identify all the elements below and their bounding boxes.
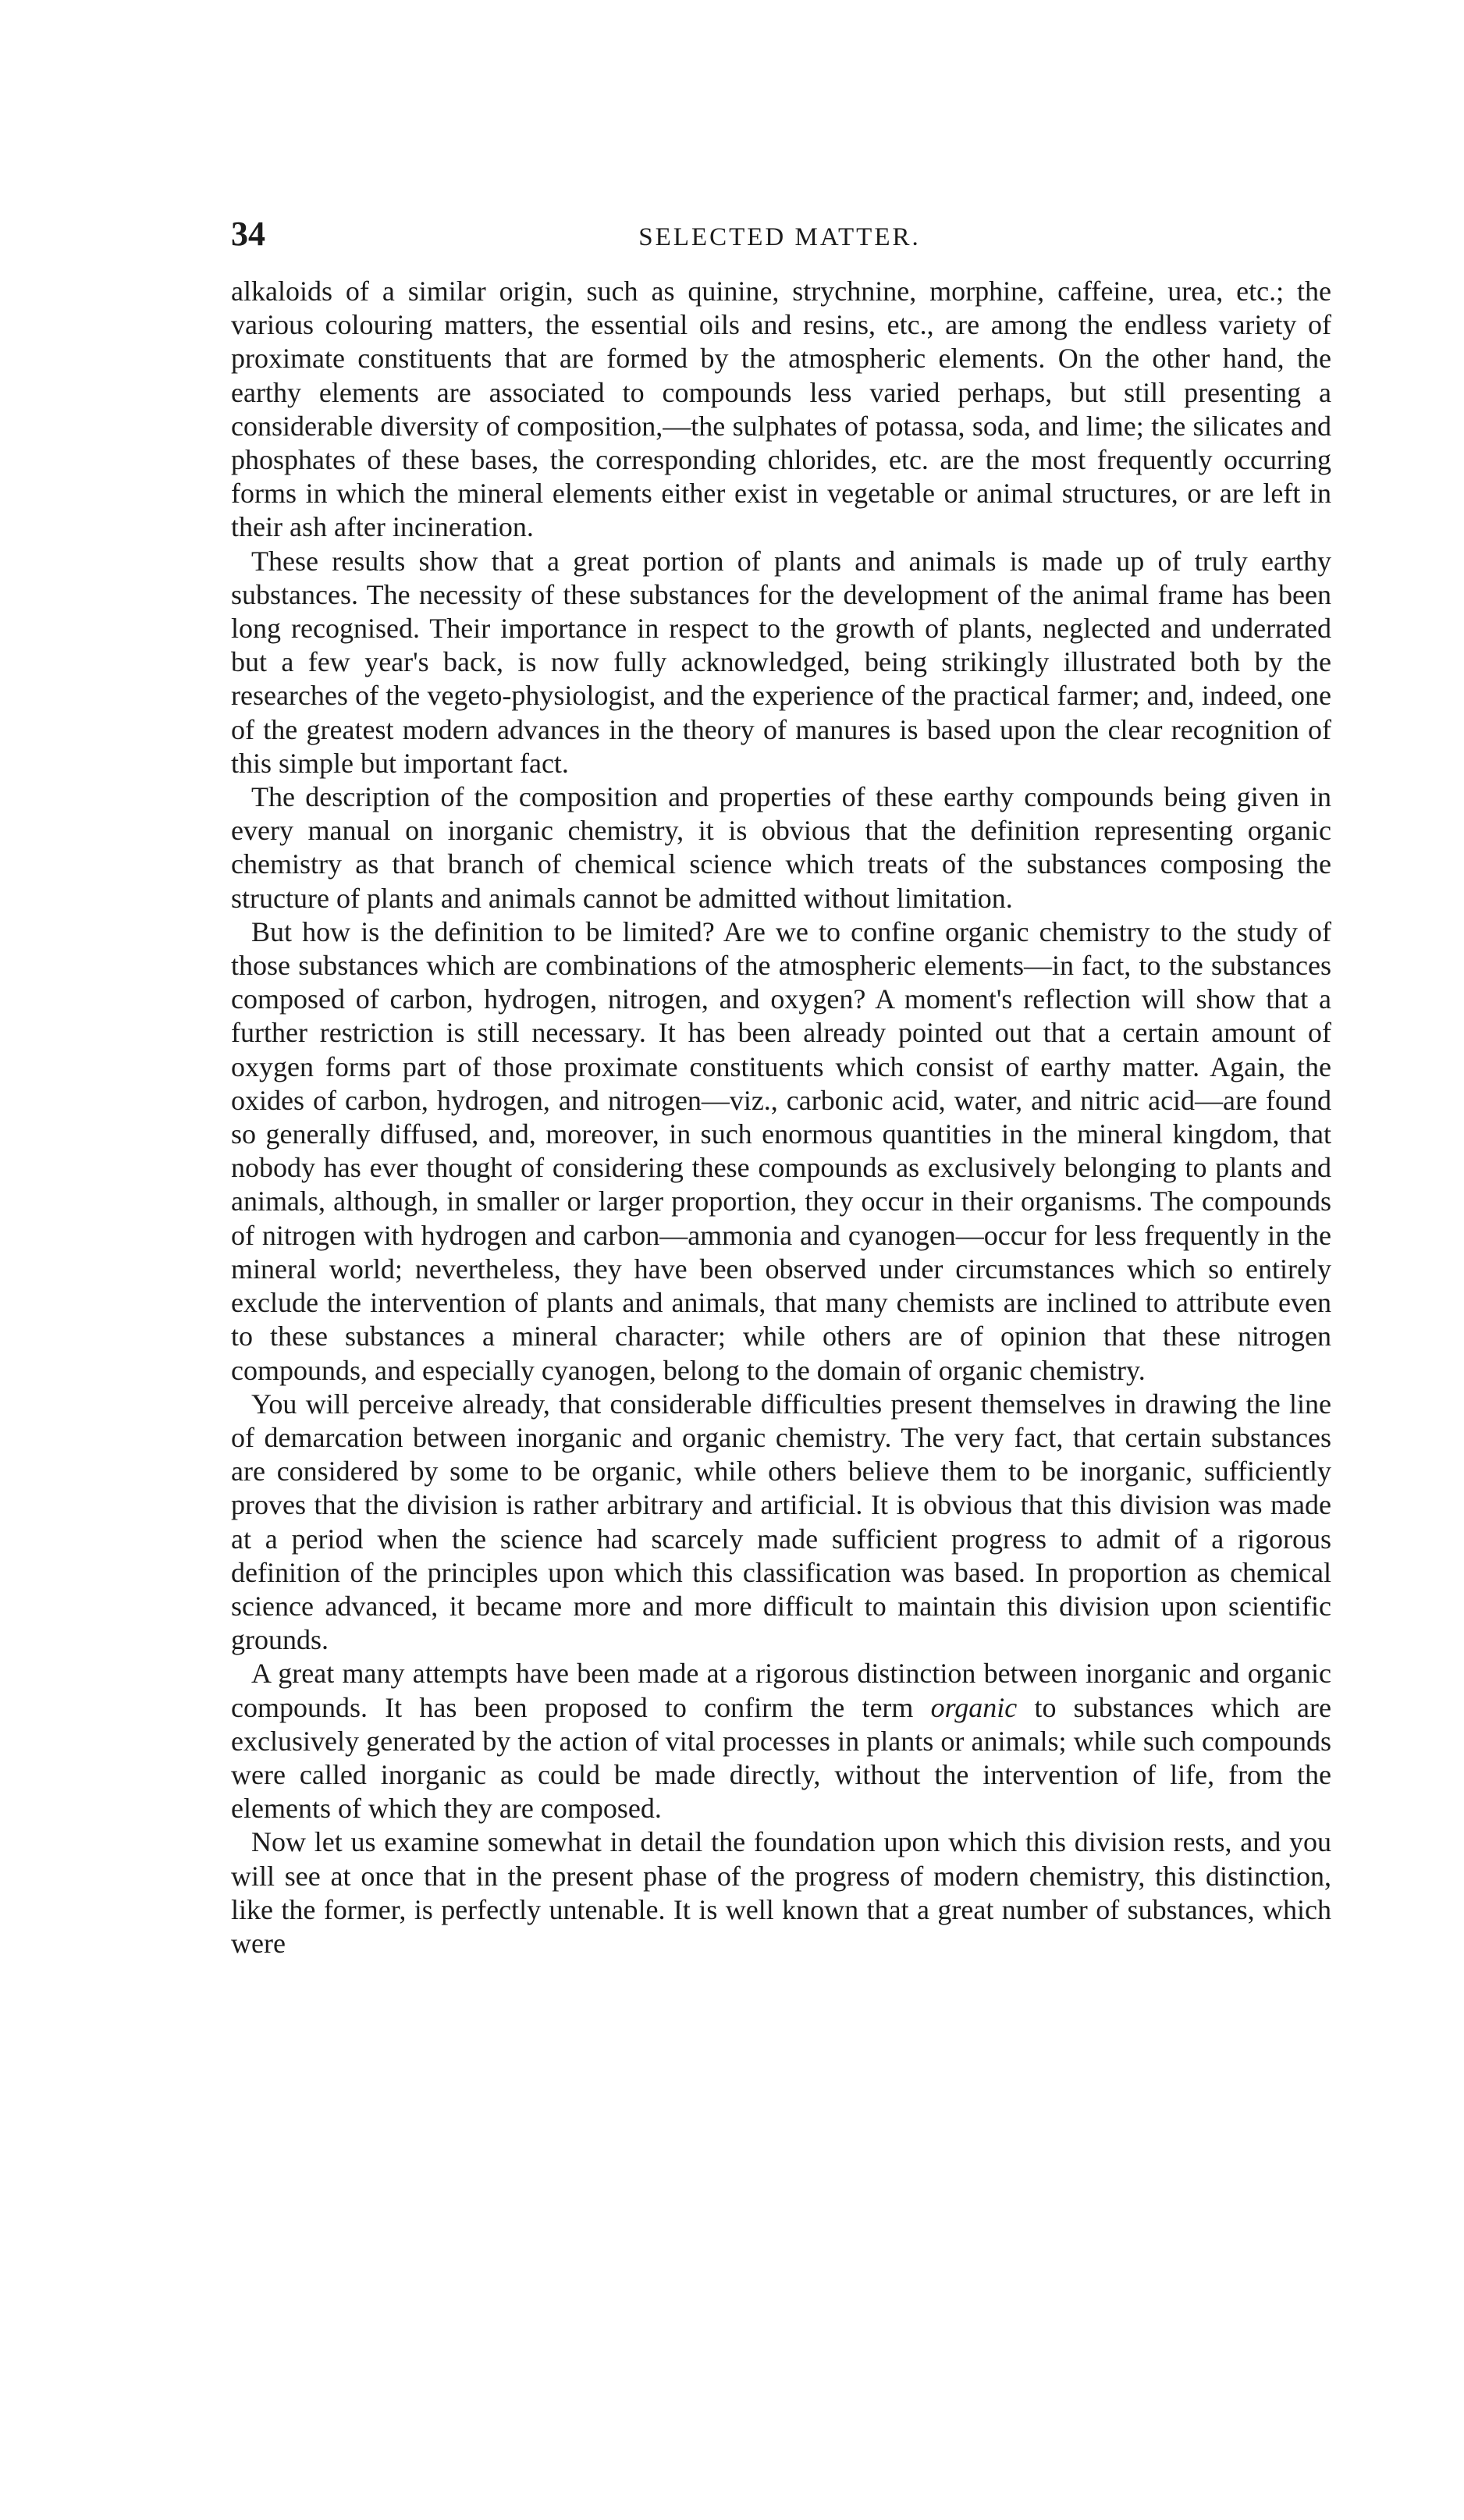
paragraph: The description of the composition and properties of these earthy compounds being given in every manual on inorganic chemistry, it is obvious that the definition representing organic chemistry as that branch of chemical science which treats of the substances composing the structure of plants and animals cannot be admitted without limitation. [231,781,1331,914]
paragraph [231,1657,1331,1825]
paragraph-text: A great many attempts have been made at a rigorous distinction between inorganic and organic compounds. It has been proposed to confirm the term [231,1658,1331,1723]
emphasized-term: organic [930,1691,1018,1723]
paragraph: But how is the definition to be limited? Are we to confine organic chemistry to the study of those substances which are combinations of the atmospheric elements—in fact, to the substances composed of carbon, hydrogen, nitrogen, and oxygen? A moment's reflection will show that a further restriction is still necessary. It has been already pointed out that a certain amount of oxygen forms part of those proximate constituents which consist of earthy matter. Again, the oxides of carbon, hydrogen, and nitrogen—viz., carbonic acid, water, and nitric acid—are found so generally diffused, and, moreover, in such enormous quantities in the mineral kingdom, that nobody has ever thought of considering these compounds as exclusively belonging to plants and animals, although, in smaller or larger proportion, they occur in their organisms. The compounds of nitrogen with hydrogen and carbon—ammonia and cyanogen—occur for less frequently in the mineral world; nevertheless, they have been observed under circumstances which so entirely exclude the intervention of plants and animals, that many chemists are inclined to attribute even to these substances a mineral character; while others are of opinion that these nitrogen compounds, and especially cyanogen, belong to the domain of organic chemistry. [231,915,1331,1386]
paragraph: alkaloids of a similar origin, such as quinine, strychnine, morphine, caffeine, urea, etc.; the various colouring matters, the essential oils and resins, etc., are among the endless variety of proximate constituents that are formed by the atmospheric elements. On the other hand, the earthy elements are associated to compounds less varied perhaps, but still presenting a considerable diversity of composition,—the sulphates of potassa, soda, and lime; the silicates and phosphates of these bases, the corresponding chlorides, etc. are the most frequently occurring forms in which the mineral elements either exist in vegetable or animal structures, or are left in their ash after incineration. [231,275,1331,543]
paragraph: Now let us examine somewhat in detail the foundation upon which this division rests, and you will see at once that in the present phase of the progress of modern chemistry, this distinction, like the former, is perfectly untenable. It is well known that a great number of substances, which were [231,1826,1331,1959]
paragraph: These results show that a great portion of plants and animals is made up of truly earthy substances. The necessity of these substances for the development of the animal frame has been long recognised. Their importance in respect to the growth of plants, neglected and underrated but a few year's back, is now fully acknowledged, being strikingly illustrated both by the researches of the vegeto-physiologist, and the experience of the practical farmer; and, indeed, one of the greatest modern advances in the theory of manures is based upon the clear recognition of this simple but important fact. [231,545,1331,779]
paragraph-text: to substances which are exclusively generated by the action of vital processes in plants or animals; while such compounds were called inorganic as could be made directly, without the intervention of life, from the elements of which they are composed. [231,1691,1331,1825]
paragraph: You will perceive already, that considerable difficulties present themselves in drawing the line of demarcation between inorganic and organic chemistry. The very fact, that certain substances are considered by some to be organic, while others believe them to be inorganic, sufficiently proves that the division is rather arbitrary and artificial. It is obvious that this division was made at a period when the science had scarcely made sufficient progress to admit of a rigorous definition of the principles upon which this classification was based. In proportion as chemical science advanced, it became more and more difficult to maintain this division upon scientific grounds. [231,1388,1331,1656]
page-header [231,211,1328,258]
running-title: SELECTED MATTER. [638,223,921,251]
page-number: 34 [231,215,265,253]
body-text [231,275,1331,1960]
